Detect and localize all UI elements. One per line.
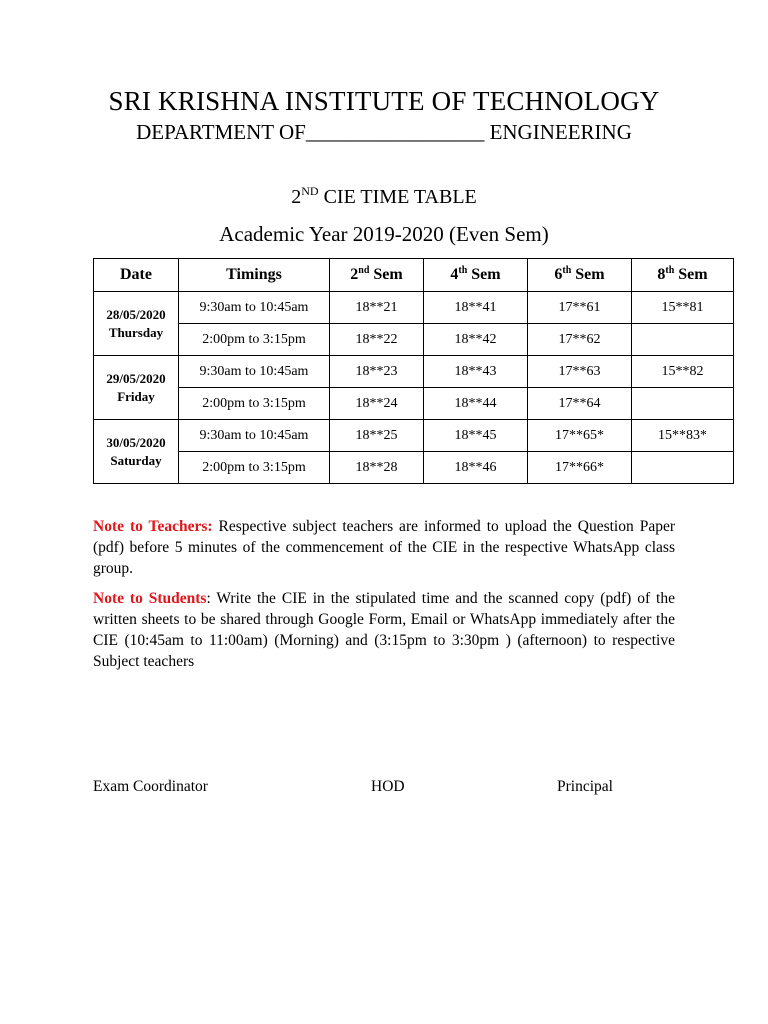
signature-hod: HOD — [371, 778, 405, 795]
sem6-label: Sem — [571, 266, 605, 283]
department-line: DEPARTMENT OF_________________ ENGINEERING — [136, 120, 632, 144]
sem8-cell: 15**82 — [632, 356, 734, 388]
sem2-label: Sem — [369, 266, 403, 283]
sem6-cell: 17**66* — [528, 452, 632, 484]
day-value: Friday — [117, 388, 155, 404]
timing-cell: 9:30am to 10:45am — [179, 292, 330, 324]
sem2-ordinal: nd — [358, 265, 370, 276]
cie-number: 2 — [291, 186, 302, 208]
sem8-cell — [632, 324, 734, 356]
cie-title-text: CIE TIME TABLE — [318, 186, 477, 208]
timing-cell: 9:30am to 10:45am — [179, 356, 330, 388]
note-teachers-text: Respective subject teachers are informed to upload the Question Paper (pdf) before 5 minutes of the commencement of the CIE in the respective WhatsApp class group. — [93, 518, 675, 577]
timing-cell: 2:00pm to 3:15pm — [179, 324, 330, 356]
table-row — [94, 356, 734, 388]
date-cell — [94, 356, 179, 420]
sem6-cell: 17**61 — [528, 292, 632, 324]
sem2-number: 2 — [350, 266, 359, 283]
day-value: Thursday — [108, 324, 164, 340]
sem4-number: 4 — [450, 266, 459, 283]
sem8-cell: 15**81 — [632, 292, 734, 324]
sem8-number: 8 — [657, 266, 666, 283]
sem6-cell: 17**65* — [528, 420, 632, 452]
timetable-title — [0, 186, 768, 209]
sem2-cell: 18**25 — [330, 420, 424, 452]
sem4-cell: 18**45 — [424, 420, 528, 452]
date-cell — [94, 292, 179, 356]
sem6-cell: 17**62 — [528, 324, 632, 356]
sem4-cell: 18**44 — [424, 388, 528, 420]
header-date: Date — [94, 259, 179, 292]
sem4-cell: 18**42 — [424, 324, 528, 356]
institute-title: SRI KRISHNA INSTITUTE OF TECHNOLOGY — [108, 86, 660, 116]
signature-exam-coordinator: Exam Coordinator — [93, 778, 208, 795]
header-sem6 — [528, 259, 632, 292]
sem4-ordinal: th — [458, 265, 468, 276]
sem6-cell: 17**63 — [528, 356, 632, 388]
header-sem2 — [330, 259, 424, 292]
timetable — [93, 258, 734, 484]
date-value: 30/05/2020 — [106, 434, 166, 450]
sem6-number: 6 — [554, 266, 563, 283]
day-value: Saturday — [110, 452, 162, 468]
timing-cell: 2:00pm to 3:15pm — [179, 452, 330, 484]
header-sem8 — [632, 259, 734, 292]
timing-cell: 9:30am to 10:45am — [179, 420, 330, 452]
signature-principal: Principal — [557, 778, 613, 795]
note-students-text: : Write the CIE in the stipulated time and the scanned copy (pdf) of the written sheets to be shared through Google Form, Email or WhatsApp immediately after the CIE (10:45am to 11:00am) (Morning) and (3:15pm to 3:30pm ) (afternoon) to respective Subject teachers — [93, 590, 675, 670]
sem8-cell: 15**83* — [632, 420, 734, 452]
academic-year: Academic Year 2019-2020 (Even Sem) — [219, 222, 549, 246]
header-sem4 — [424, 259, 528, 292]
sem4-cell: 18**43 — [424, 356, 528, 388]
note-teachers — [93, 516, 675, 579]
header-timings: Timings — [179, 259, 330, 292]
sem2-cell: 18**21 — [330, 292, 424, 324]
notes-section — [93, 516, 675, 681]
sem4-cell: 18**41 — [424, 292, 528, 324]
sem2-cell: 18**22 — [330, 324, 424, 356]
sem6-ordinal: th — [562, 265, 572, 276]
sem2-cell: 18**23 — [330, 356, 424, 388]
table-row — [94, 292, 734, 324]
note-students-label: Note to Students — [93, 590, 207, 607]
table-row — [94, 388, 734, 420]
timing-cell: 2:00pm to 3:15pm — [179, 388, 330, 420]
table-row — [94, 324, 734, 356]
sem6-cell: 17**64 — [528, 388, 632, 420]
date-cell — [94, 420, 179, 484]
note-teachers-label: Note to Teachers: — [93, 518, 213, 535]
sem2-cell: 18**24 — [330, 388, 424, 420]
table-row — [94, 420, 734, 452]
sem4-cell: 18**46 — [424, 452, 528, 484]
note-students — [93, 588, 675, 672]
sem8-cell — [632, 388, 734, 420]
sem8-cell — [632, 452, 734, 484]
cie-ordinal: ND — [301, 184, 319, 198]
sem8-label: Sem — [674, 266, 708, 283]
table-header-row — [94, 259, 734, 292]
table-row — [94, 452, 734, 484]
sem4-label: Sem — [467, 266, 501, 283]
sem8-ordinal: th — [665, 265, 675, 276]
sem2-cell: 18**28 — [330, 452, 424, 484]
date-value: 28/05/2020 — [106, 306, 166, 322]
date-value: 29/05/2020 — [106, 370, 166, 386]
